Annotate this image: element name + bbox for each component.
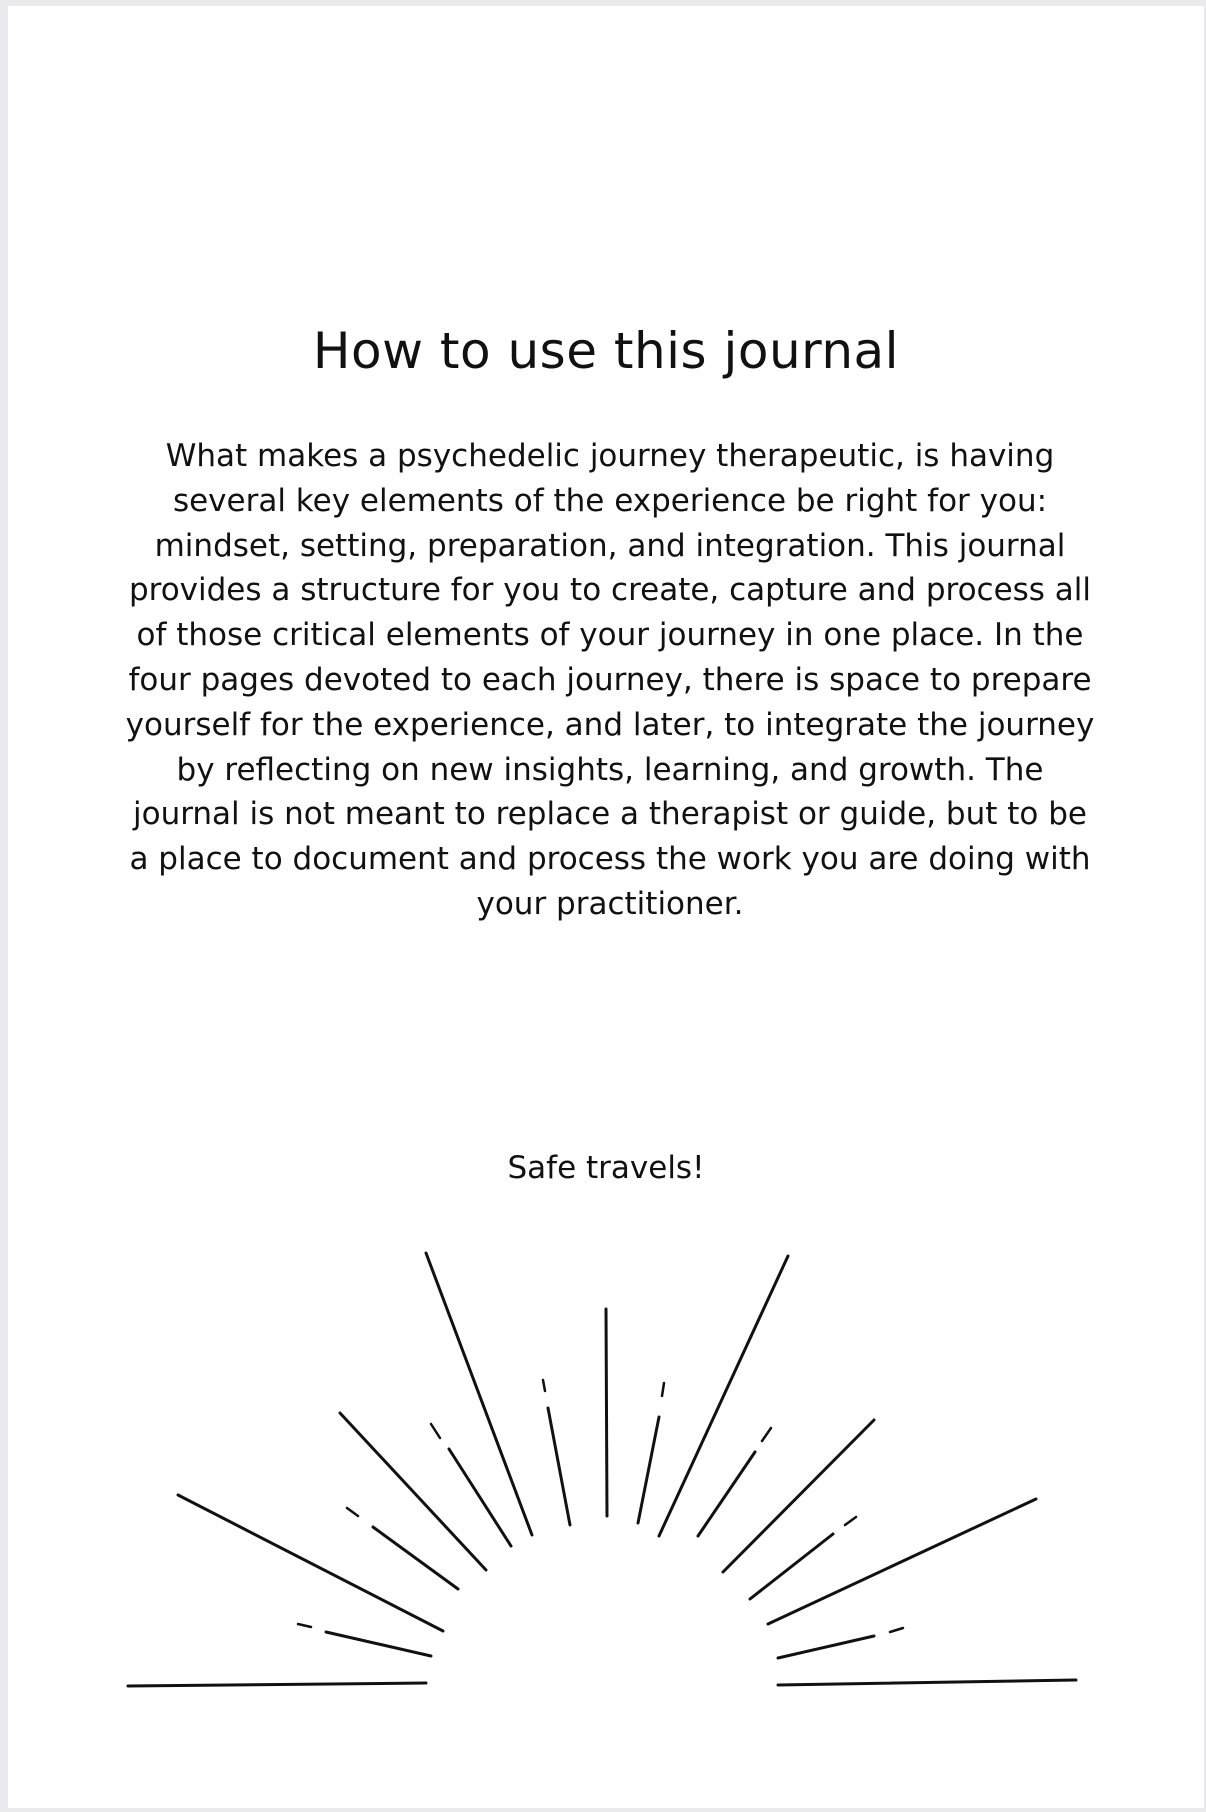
intro-paragraph: What makes a psychedelic journey therapeutic, is having several key elements of the experience be right for you: mindset, setting, preparation, and integration. This journal provides a structure for you to create, capture and process all of those critical elements of your journey in one place. In the four pages devoted to each journey, there is space to prepare yourself for the experience, and later, to integrate the journey by reflecting on new insights, learning, and growth. The journal is not meant to replace a therapist or guide, but to be a place to document and process the work you are doing with your practitioner. — [125, 438, 1095, 922]
sunburst-icon — [8, 6, 1204, 1808]
page-title: How to use this journal — [312, 322, 900, 380]
closing-text: Safe travels! — [507, 1150, 705, 1186]
journal-page — [8, 6, 1204, 1808]
